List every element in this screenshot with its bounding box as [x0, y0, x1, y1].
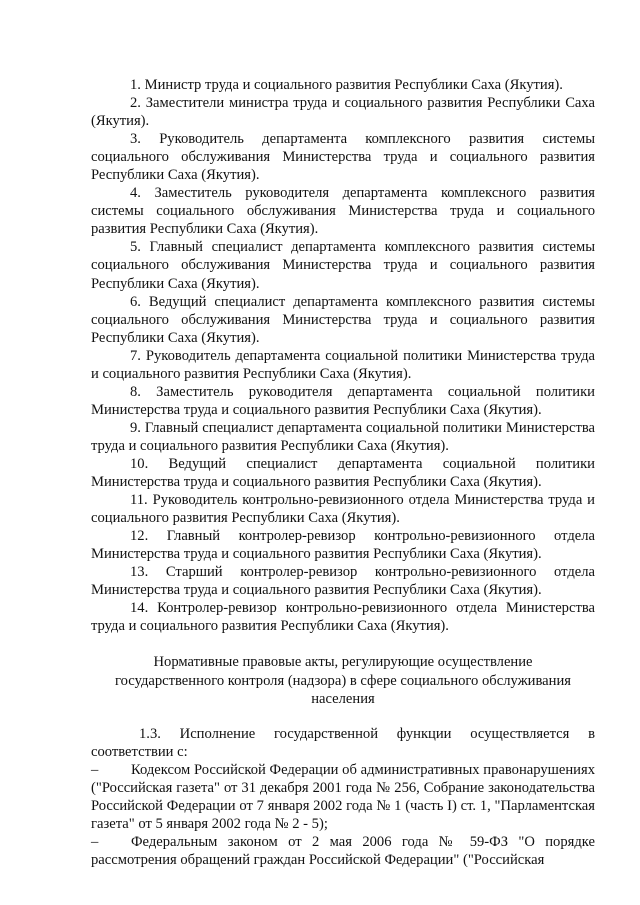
bullet-text: Кодексом Российской Федерации об административных правонарушениях ("Российская газета" от 31 декабря 2001 года № 256, Собрание законодательства Российской Федерации от 7 января 2002 года № 1 (часть I) ст. 1, "Парламентская газета" от 5 января 2002 года № 2 - 5);: [91, 761, 595, 832]
dash-marker: –: [91, 833, 99, 850]
dash-marker: –: [91, 761, 99, 778]
clause-intro: 1.3. Исполнение государственной функции осуществляется в соответствии с:: [91, 725, 595, 760]
list-item: 4. Заместитель руководителя департамента комплексного развития системы социального обслуживания Министерства труда и социального развития Республики Саха (Якутия).: [91, 185, 595, 238]
bullet-text: Федеральным законом от 2 мая 2006 года № 59-ФЗ "О порядке рассмотрения обращений граждан Российской Федерации" ("Российская: [91, 833, 595, 868]
list-item: 9. Главный специалист департамента социальной политики Министерства труда и социального развития Республики Саха (Якутия).: [91, 419, 595, 454]
clause-1-3: [91, 725, 595, 869]
list-item: 1. Министр труда и социального развития Республики Саха (Якутия).: [130, 77, 563, 93]
positions-list: [91, 76, 595, 635]
list-item: 14. Контролер-ревизор контрольно-ревизионного отдела Министерства труда и социального развития Республики Саха (Якутия).: [91, 600, 595, 635]
bullet-item: [91, 833, 595, 869]
list-item: 10. Ведущий специалист департамента социальной политики Министерства труда и социального развития Республики Саха (Якутия).: [91, 455, 595, 491]
section-heading-line: государственного контроля (надзора) в сфере социального обслуживания: [115, 672, 571, 689]
section-heading: [91, 653, 595, 707]
list-item: 5. Главный специалист департамента комплексного развития системы социального обслуживания Министерства труда и социального развития Республики Саха (Якутия).: [91, 239, 595, 292]
list-item: 8. Заместитель руководителя департамента социальной политики Министерства труда и социального развития Республики Саха (Якутия).: [91, 383, 595, 418]
list-item: 13. Старший контролер-ревизор контрольно-ревизионного отдела Министерства труда и социального развития Республики Саха (Якутия).: [91, 564, 595, 599]
list-item: 12. Главный контролер-ревизор контрольно-ревизионного отдела Министерства труда и социального развития Республики Саха (Якутия).: [91, 528, 595, 563]
list-item: 7. Руководитель департамента социальной политики Министерства труда и социального развития Республики Саха (Якутия).: [91, 347, 595, 382]
list-item: 6. Ведущий специалист департамента комплексного развития системы социального обслуживания Министерства труда и социального развития Республики Саха (Якутия).: [91, 293, 595, 346]
document-page: [91, 76, 595, 869]
list-item: 3. Руководитель департамента комплексного развития системы социального обслуживания Министерства труда и социального развития Республики Саха (Якутия).: [91, 131, 595, 184]
list-item: 2. Заместители министра труда и социального развития Республики Саха (Якутия).: [91, 95, 595, 130]
bullet-item: [91, 761, 595, 833]
section-heading-line: Нормативные правовые акты, регулирующие осуществление: [153, 654, 533, 671]
section-heading-line: населения: [311, 690, 375, 707]
list-item: 11. Руководитель контрольно-ревизионного отдела Министерства труда и социального развития Республики Саха (Якутия).: [91, 492, 595, 527]
